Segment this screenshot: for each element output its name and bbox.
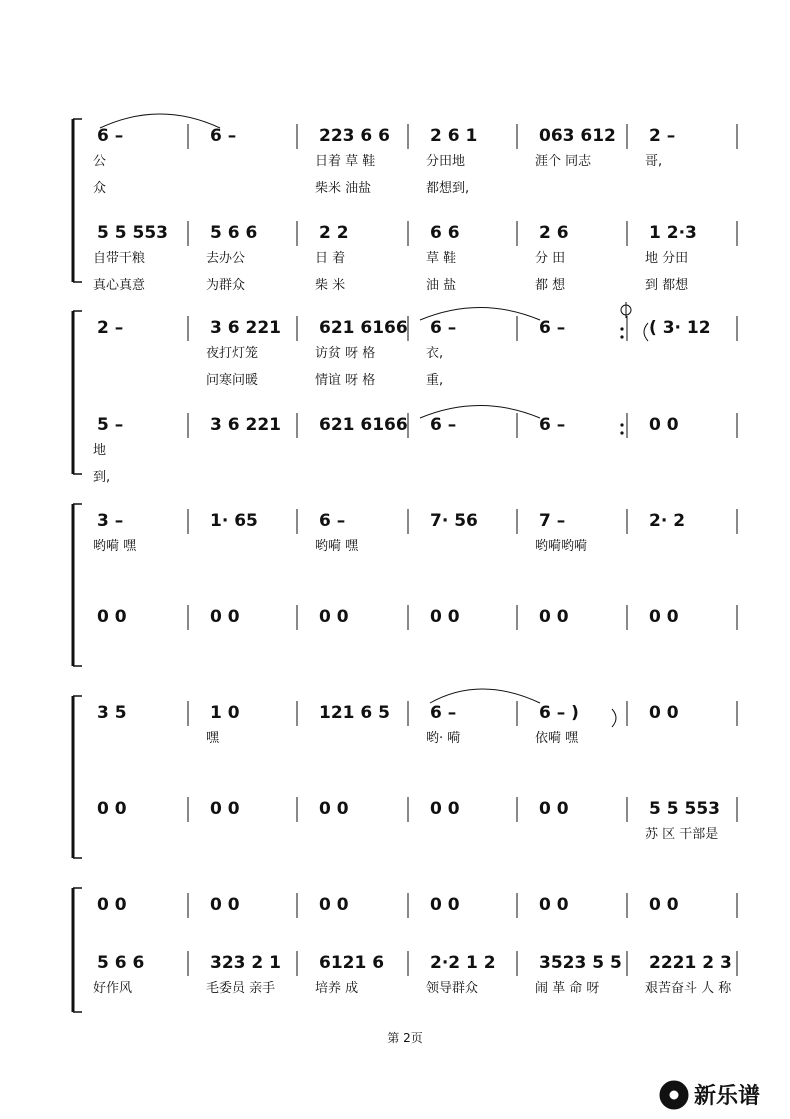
note-cell: 2 6 [539,223,569,243]
lyric-text: 到 都想 [645,278,689,293]
note-cell: 1· 65 [210,511,258,531]
lyric-text: 涯个 同志 [535,154,592,169]
lyric-text: 日着 草 鞋 [315,154,376,169]
note-cell: 6 – [210,126,237,146]
note-cell: 6 – [539,415,566,435]
repeat-dot [620,327,623,330]
lyric-text: 闹 革 命 呀 [535,981,600,996]
lyric-text: 公 [93,154,107,169]
bracket-paren-open [644,323,648,341]
lyric-text: 地 分田 [645,251,689,266]
footer [387,1031,760,1109]
lyric-text: 草 鞋 [426,251,457,266]
repeat-dot [620,431,623,434]
lyric-text: 日 着 [315,251,346,266]
lyric-text: 分田地 [426,154,466,169]
lyric-text: 都 想 [535,278,566,293]
note-cell: 0 0 [97,895,127,915]
brand-logo: 新乐谱 [694,1084,761,1109]
lyric-text: 好作风 [93,981,133,996]
note-cell: 0 0 [210,895,240,915]
note-cell: 0 0 [649,703,679,723]
lyric-text: 访贫 呀 格 [315,346,376,361]
lyric-text: 哟嗬哟嗬 [535,539,588,554]
note-cell: 0 0 [539,799,569,819]
note-cell: 6 – [319,511,346,531]
note-cell: 3 – [97,511,124,531]
note-cell: 0 0 [97,607,127,627]
lyric-text: 真心真意 [93,278,146,293]
note-cell: 6121 6 [319,953,385,973]
note-cell: 121 6 5 [319,703,390,723]
note-cell: 621 6166 [319,318,408,338]
note-cell: 2·2 1 2 [430,953,496,973]
note-cell: 6 – [430,703,457,723]
note-cell: 6 – [97,126,124,146]
note-cell: 3 6 221 [210,415,281,435]
note-cell: 0 0 [539,895,569,915]
note-cell: 7· 56 [430,511,478,531]
repeat-dot [620,423,623,426]
system [73,696,737,858]
vinyl-record-icon-center [670,1091,678,1099]
note-cell: 5 5 553 [97,223,168,243]
lyric-text: 哟· 嗬 [426,731,461,746]
system [73,119,737,293]
lyric-text: 哟嗬 嘿 [315,539,359,554]
lyric-text: 重, [426,373,444,388]
note-cell: 621 6166 [319,415,408,435]
note-cell: 2 6 1 [430,126,478,146]
lyric-text: 油 盐 [426,278,457,293]
note-cell: 5 5 553 [649,799,720,819]
note-cell: 2· 2 [649,511,686,531]
note-cell: 2 – [97,318,124,338]
note-cell: ( 3· 12 [649,318,711,338]
lyric-text: 领导群众 [426,981,479,996]
repeat-dot [620,335,623,338]
bracket-paren-close [612,709,616,727]
note-cell: 1 2·3 [649,223,697,243]
note-cell: 2221 2 3 [649,953,732,973]
note-cell: 323 2 1 [210,953,281,973]
lyric-text: 去办公 [206,251,246,266]
staves-layer [73,119,737,1012]
note-cell: 6 – [430,415,457,435]
note-cell: 0 0 [430,895,460,915]
lyric-text: 众 [93,181,107,196]
lyric-text: 柴米 油盐 [315,181,372,196]
lyric-text: 艰苦奋斗 人 称 [645,981,732,996]
lyric-text: 自带干粮 [93,251,146,266]
page-number: 第 2页 [387,1031,423,1045]
note-cell: 1 0 [210,703,240,723]
note-cell: 0 0 [210,799,240,819]
note-cell: 0 0 [210,607,240,627]
note-cell: 3523 5 5 [539,953,622,973]
lyric-text: 哥, [645,154,663,169]
note-cell: 063 612 [539,126,616,146]
lyric-text: 都想到, [426,181,470,196]
note-cell: 7 – [539,511,566,531]
note-cell: 2 – [649,126,676,146]
lyric-text: 培养 成 [315,981,359,996]
note-cell: 0 0 [319,895,349,915]
note-cell: 5 – [97,415,124,435]
note-cell: 6 – ) [539,703,579,723]
lyric-text: 哟嗬 嘿 [93,539,137,554]
lyric-text: 苏 区 干部是 [645,827,719,842]
note-cell: 0 0 [430,607,460,627]
note-cell: 0 0 [97,799,127,819]
lyric-text: 毛委员 亲手 [206,981,276,996]
system [73,504,737,666]
lyric-text: 为群众 [206,278,246,293]
lyric-text: 到, [93,470,111,485]
system [73,311,737,485]
note-cell: 0 0 [319,799,349,819]
note-cell: 6 6 [430,223,460,243]
lyric-text: 夜打灯笼 [206,346,259,361]
slur-arc [430,689,540,703]
note-cell: 6 – [430,318,457,338]
note-cell: 2 2 [319,223,349,243]
note-cell: 3 6 221 [210,318,281,338]
lyric-text: 嘿 [206,731,220,746]
lyric-text: 依嗬 嘿 [535,731,579,746]
lyric-text: 地 [93,443,107,458]
note-cell: 5 6 6 [97,953,145,973]
lyric-text: 柴 米 [315,278,346,293]
note-cell: 5 6 6 [210,223,258,243]
lyric-text: 分 田 [535,251,566,266]
lyric-text: 衣, [426,346,444,361]
note-cell: 0 0 [649,607,679,627]
note-cell: 3 5 [97,703,127,723]
note-cell: 223 6 6 [319,126,390,146]
lyric-text: 问寒问暖 [206,373,259,388]
note-cell: 0 0 [319,607,349,627]
note-cell: 0 0 [430,799,460,819]
system [73,888,737,1012]
lyric-text: 情谊 呀 格 [315,373,376,388]
note-cell: 0 0 [539,607,569,627]
note-cell: 0 0 [649,415,679,435]
note-cell: 0 0 [649,895,679,915]
note-cell: 6 – [539,318,566,338]
